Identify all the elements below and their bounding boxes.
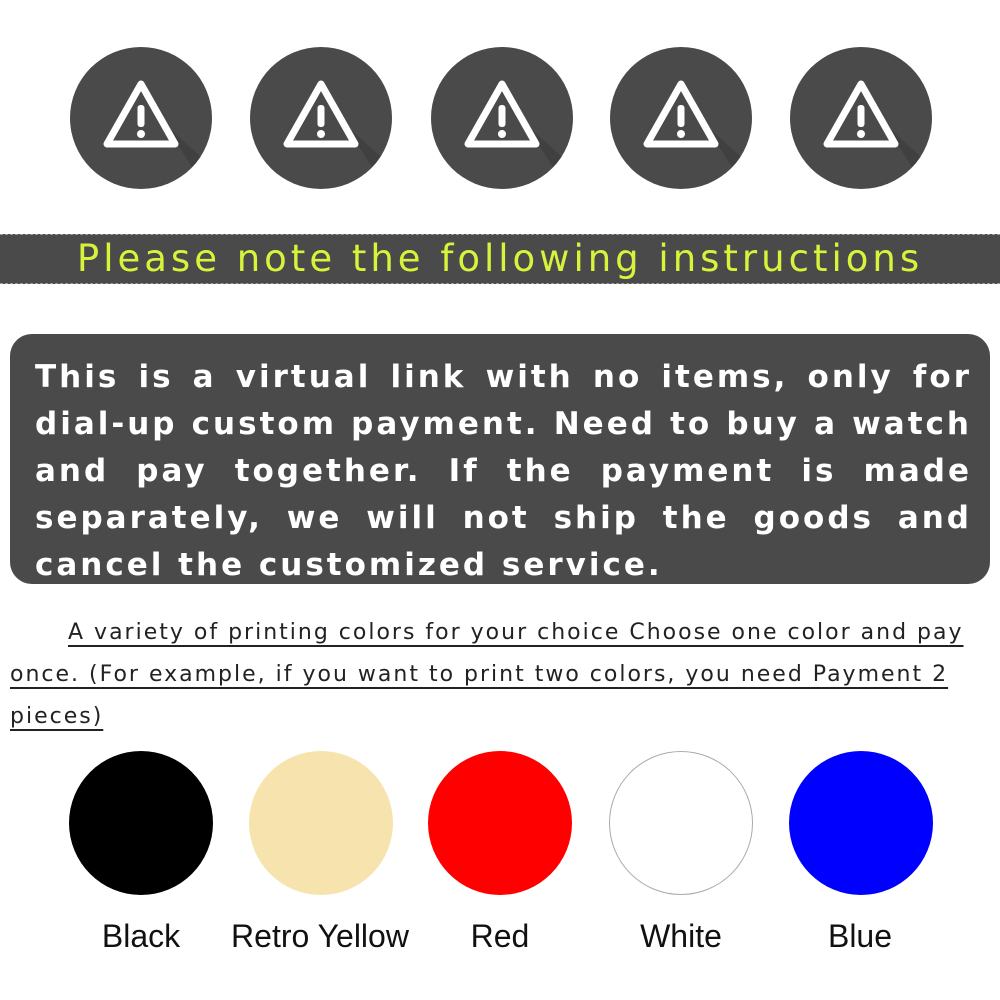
warning-icon xyxy=(70,47,212,189)
color-swatch-retro-yellow[interactable] xyxy=(249,751,393,895)
colors-intro-text: A variety of printing colors for your choice Choose one color and pay once. (For example, if you want to print two colors, you need Payment 2 pieces) xyxy=(10,620,964,729)
notice-text: This is a virtual link with no items, only for dial-up custom payment. Need to buy a watch and pay together. If the payment is made separately, we will not ship the goods and cancel the customized service. xyxy=(35,359,972,583)
warning-icon xyxy=(790,47,932,189)
color-label-retro-yellow: Retro Yellow xyxy=(231,918,409,954)
warning-icon xyxy=(250,47,392,189)
warning-icon xyxy=(431,47,573,189)
color-swatch-white[interactable] xyxy=(609,751,753,895)
color-swatch-red[interactable] xyxy=(428,751,572,895)
color-swatch-blue[interactable] xyxy=(789,751,933,895)
color-swatch-black[interactable] xyxy=(69,751,213,895)
warning-icons-row xyxy=(0,47,1000,189)
color-label-black: Black xyxy=(101,918,181,954)
instructions-banner xyxy=(0,234,1000,284)
notice-panel xyxy=(10,334,990,584)
color-label-blue: Blue xyxy=(827,918,893,954)
warning-icon xyxy=(610,47,752,189)
color-label-red: Red xyxy=(470,918,530,954)
color-label-white: White xyxy=(640,918,722,954)
banner-title: Please note the following instructions xyxy=(76,237,924,280)
